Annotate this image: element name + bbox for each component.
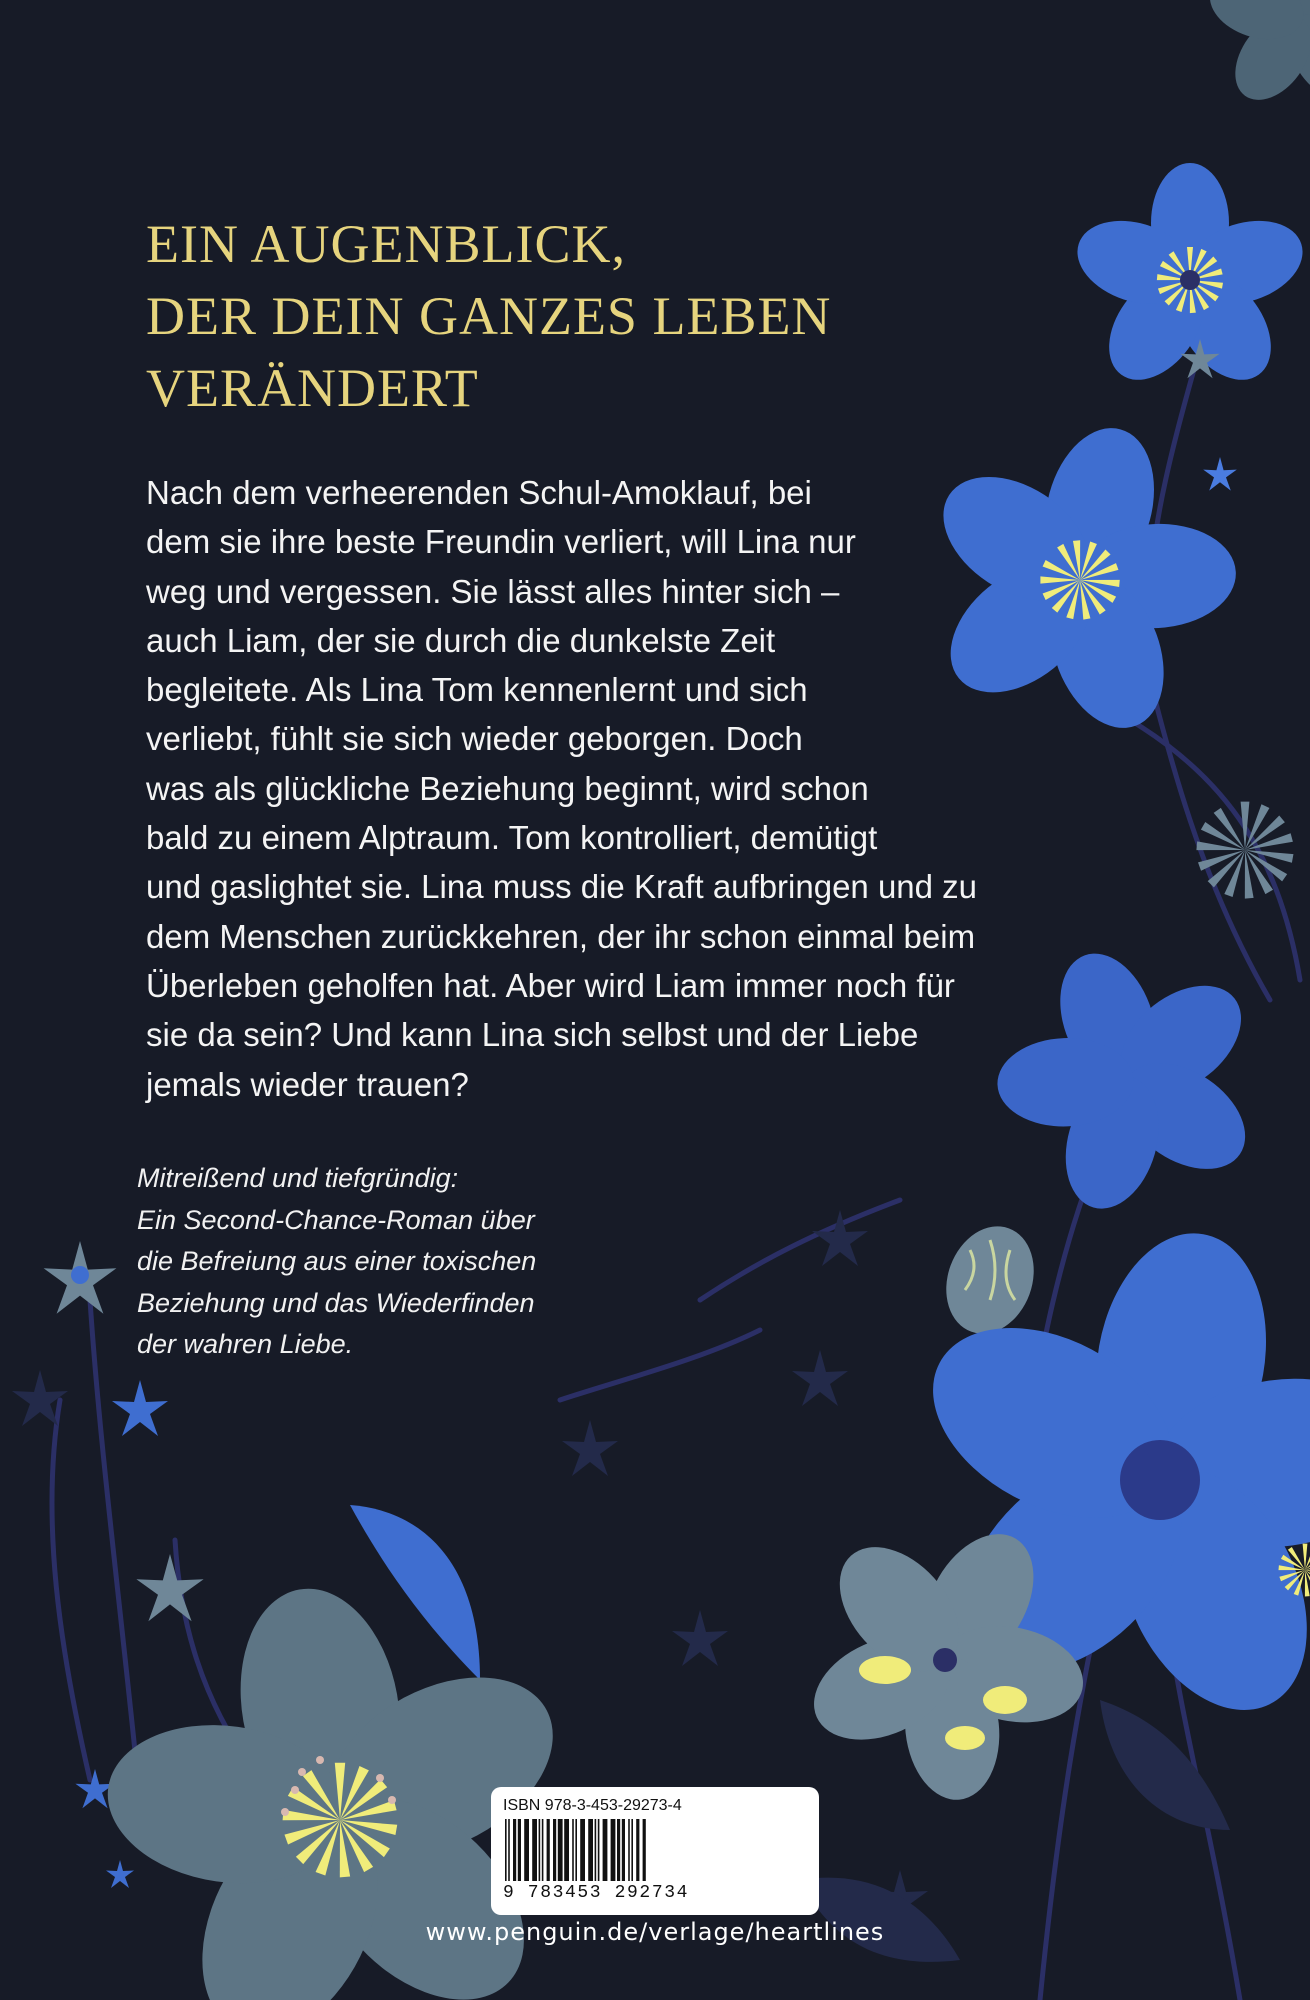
- blurb-line: bald zu einem Alptraum. Tom kontrolliert, demütigt: [146, 819, 878, 857]
- barcode-bar: [513, 1819, 516, 1881]
- barcode-panel: [491, 1787, 819, 1915]
- barcode-bar: [631, 1819, 633, 1881]
- tagline-line: Mitreißend und tiefgründig:: [137, 1163, 459, 1193]
- barcode-bar: [580, 1819, 585, 1881]
- barcode-bar: [564, 1819, 569, 1881]
- blurb-line: begleitete. Als Lina Tom kennenlernt und sich: [146, 671, 808, 709]
- barcode-digits: 9 783453 292734: [503, 1883, 690, 1903]
- barcode-bar: [524, 1819, 529, 1881]
- blue-flower-top: [1067, 163, 1310, 398]
- headline-line: VERÄNDERT: [146, 358, 479, 418]
- blue-star-left: [112, 1380, 168, 1436]
- isbn-label: ISBN 978-3-453-29273-4: [503, 1797, 682, 1814]
- barcode-bar: [518, 1819, 521, 1881]
- barcode-bar: [617, 1819, 620, 1881]
- blue-dot-left: [71, 1266, 89, 1284]
- grey-bud: [932, 1214, 1049, 1346]
- barcode-bar: [532, 1819, 537, 1881]
- tagline-line: Beziehung und das Wiederfinden: [137, 1287, 535, 1318]
- blurb-line: und gaslightet sie. Lina muss die Kraft aufbringen und zu: [146, 868, 978, 906]
- barcode-bar: [542, 1819, 544, 1881]
- barcode-bar: [598, 1819, 600, 1881]
- blurb-line: dem Menschen zurückkehren, der ihr schon einmal beim: [146, 917, 976, 955]
- blurb-line: auch Liam, der sie durch die dunkelste Zeit: [146, 621, 776, 659]
- tagline-line: die Befreiung aus einer toxischen: [137, 1246, 537, 1277]
- barcode-bars: [503, 1819, 807, 1881]
- blurb-line: verliebt, fühlt sie sich wieder geborgen. Doch: [146, 720, 803, 758]
- headline-line: DER DEIN GANZES LEBEN: [146, 286, 832, 346]
- barcode-bar: [588, 1819, 593, 1881]
- barcode-bar: [628, 1819, 630, 1881]
- blurb-text: [146, 468, 1046, 1109]
- barcode-bar: [636, 1819, 639, 1881]
- blue-star-small: [1203, 457, 1237, 491]
- blurb-line: weg und vergessen. Sie lässt alles hinter sich –: [146, 572, 840, 610]
- blurb-line: Nach dem verheerenden Schul-Amoklauf, bei: [146, 474, 812, 511]
- barcode-bar: [572, 1819, 574, 1881]
- headline: [146, 208, 906, 424]
- blue-star-bottom-left-2: [106, 1860, 134, 1888]
- tagline-line: der wahren Liebe.: [137, 1329, 354, 1360]
- blurb-line: dem sie ihre beste Freundin verliert, will Lina nur: [146, 523, 856, 561]
- blurb-line: Überleben geholfen hat. Aber wird Liam immer noch für: [146, 966, 955, 1004]
- tagline: [137, 1158, 657, 1366]
- grey-flower-top-right: [1201, 0, 1310, 114]
- barcode-bar: [611, 1819, 616, 1881]
- blurb-line: jemals wieder trauen?: [146, 1065, 469, 1103]
- barcode-bar: [505, 1819, 507, 1881]
- blurb-line: was als glückliche Beziehung beginnt, wird schon: [146, 769, 869, 807]
- tagline-line: Ein Second-Chance-Roman über: [137, 1204, 535, 1235]
- barcode-bar: [539, 1819, 541, 1881]
- barcode-bar: [603, 1819, 608, 1881]
- barcode-bar: [643, 1819, 646, 1881]
- barcode-bar: [508, 1819, 510, 1881]
- blurb-line: sie da sein? Und kann Lina sich selbst und der Liebe: [146, 1016, 919, 1054]
- grey-star-lower-left: [136, 1554, 203, 1621]
- barcode-bar: [575, 1819, 577, 1881]
- barcode-bar: [553, 1819, 556, 1881]
- barcode-bar: [595, 1819, 597, 1881]
- barcode-bar: [558, 1819, 563, 1881]
- barcode-bar: [547, 1819, 550, 1881]
- headline-line: EIN AUGENBLICK,: [146, 214, 626, 274]
- grey-leaf-cluster: [1196, 802, 1293, 899]
- publisher-url: www.penguin.de/verlage/heartlines: [425, 1918, 885, 1946]
- barcode-bar: [622, 1819, 625, 1881]
